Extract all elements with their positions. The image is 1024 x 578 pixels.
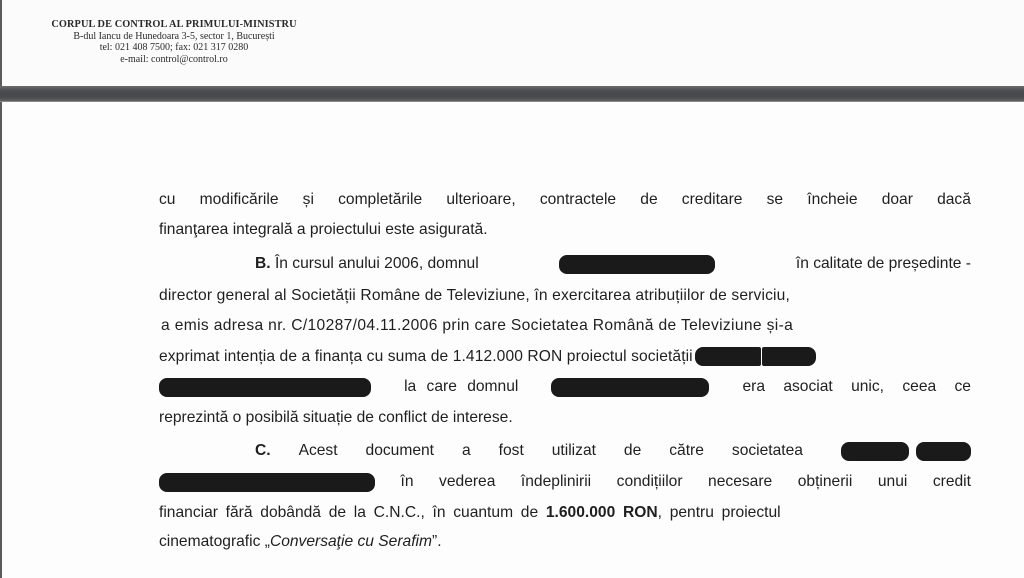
word: completările [338, 191, 423, 208]
letterhead [24, 19, 324, 65]
redaction-block [559, 255, 715, 274]
amount-emphasis: 1.600.000 RON [545, 504, 658, 521]
word: document [365, 442, 435, 459]
redaction-block [159, 378, 371, 397]
redaction-block [841, 442, 909, 461]
text: cinematografic „ [159, 533, 270, 550]
letterhead-phone-fax: tel: 021 408 7500; fax: 021 317 0280 [99, 42, 249, 53]
word: se [766, 191, 784, 208]
word: contractele [539, 191, 617, 208]
paragraph-line [159, 190, 971, 210]
section-c-line [159, 472, 971, 492]
word: creditare [681, 191, 743, 208]
word: necesare [708, 473, 773, 490]
letterhead-address: B-dul Iancu de Hunedoara 3-5, sector 1, București [73, 30, 275, 42]
redaction-group [831, 442, 971, 461]
redaction-block [762, 347, 816, 366]
section-b-label: B. [255, 255, 271, 272]
word: societatea [731, 442, 803, 459]
previous-page-fragment [0, 0, 1024, 86]
word: vederea [439, 473, 496, 490]
section-b-line [255, 254, 971, 274]
word: condițiilor [616, 473, 683, 490]
document-page [0, 102, 1024, 578]
section-b-line [159, 377, 971, 397]
section-b-line: reprezintă o posibilă situație de conflict de interese. [159, 409, 513, 426]
text: , pentru proiectul [657, 504, 781, 521]
word: fost [498, 442, 524, 459]
text: era asociat unic, ceea ce [742, 378, 971, 395]
word: Acest [298, 442, 338, 459]
word: utilizat [551, 442, 596, 459]
section-c-line [159, 503, 971, 523]
text: financiar fără dobândă de la C.N.C., în cuantum de [159, 504, 539, 521]
text: la care domnul [404, 378, 519, 395]
redaction-block [159, 473, 375, 492]
word: către [669, 442, 704, 459]
section-b-line [159, 347, 971, 367]
letterhead-organization: CORPUL DE CONTROL AL PRIMULUI-MINISTRU [51, 19, 297, 30]
word: obținerii [797, 473, 853, 490]
word: în [400, 473, 414, 490]
section-b-line: director general al Societății Române de Televiziune, în exercitarea atribuțiilor de serviciu, [159, 287, 790, 304]
section-c-label: C. [255, 442, 271, 459]
word: încheie [807, 191, 858, 208]
word: de [640, 191, 658, 208]
word: ulterioare, [446, 191, 516, 208]
redaction-block [916, 442, 971, 461]
word: cu [159, 191, 176, 208]
text: ”. [432, 533, 442, 550]
section-c-line [159, 532, 971, 552]
letterhead-email: e-mail: control@control.ro [120, 53, 228, 65]
section-b-line: a emis adresa nr. C/10287/04.11.2006 prin care Societatea Română de Televiziune și-a [161, 317, 794, 334]
redaction-block [551, 378, 709, 397]
word: și [302, 191, 314, 208]
word: de [623, 442, 642, 459]
paragraph-line: finanţarea integrală a proiectului este asigurată. [159, 221, 488, 238]
film-title: Conversaţie cu Serafim [269, 533, 433, 550]
word: a [461, 442, 471, 459]
page-separator [0, 86, 1024, 102]
text: exprimat intenția de a finanța cu suma de 1.412.000 RON proiectul societății [159, 348, 693, 365]
word: doar [881, 191, 913, 208]
word: dacă [937, 191, 971, 208]
word: îndeplinirii [520, 473, 592, 490]
word: unui [877, 473, 908, 490]
section-c-line [255, 441, 971, 461]
text: În cursul anului 2006, domnul [274, 255, 479, 272]
word: credit [932, 473, 971, 490]
redaction-block [695, 347, 761, 366]
text: în calitate de președinte - [795, 255, 971, 272]
word: modificările [199, 191, 279, 208]
